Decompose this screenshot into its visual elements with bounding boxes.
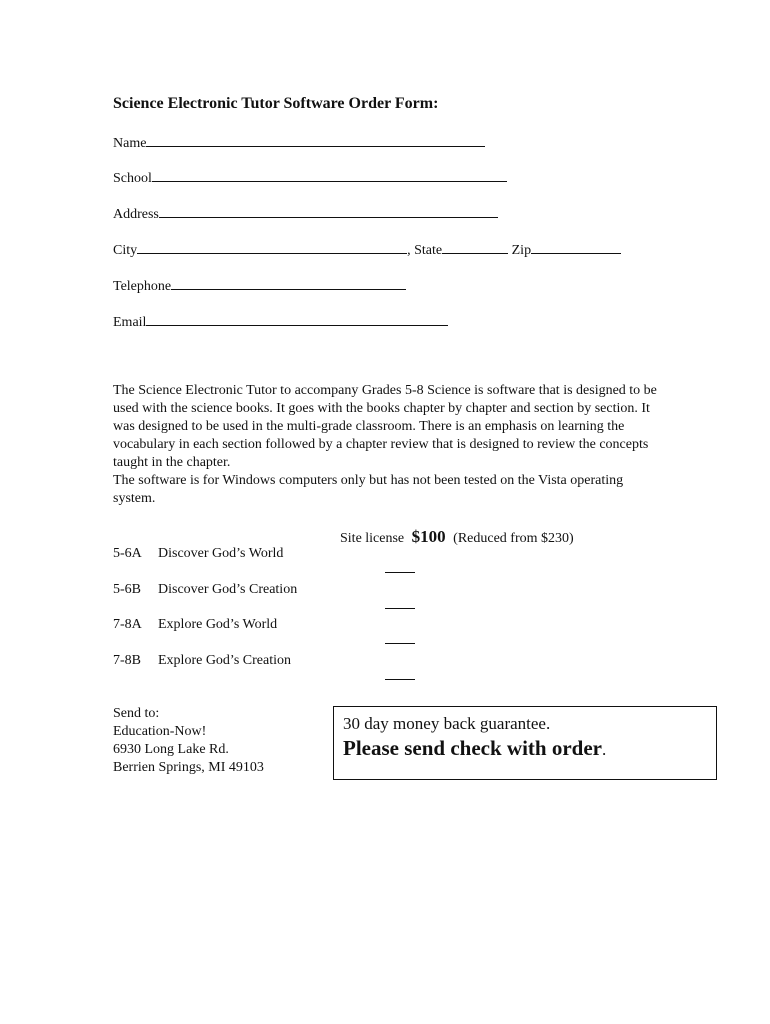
city-state-zip: Berrien Springs, MI 49103 (113, 760, 264, 775)
guarantee-text: 30 day money back guarantee. (343, 714, 551, 733)
telephone-label: Telephone (113, 279, 172, 294)
description-paragraph-2: The software is for Windows computers only but has not been tested on the Vista operating system. (113, 473, 624, 506)
product-row (113, 582, 297, 598)
school-input-line[interactable] (152, 168, 507, 182)
name-field[interactable] (113, 133, 485, 153)
check-instruction-period: . (601, 740, 607, 759)
product-code: 5-6A (113, 546, 142, 561)
address-field[interactable] (113, 204, 498, 224)
product-name: Discover God’s World (158, 546, 284, 561)
quantity-blank[interactable] (385, 571, 415, 573)
description-paragraph-1: The Science Electronic Tutor to accompany Grades 5-8 Science is software that is designed to be used with the science books. It goes with the books chapter by chapter and section by section. It was designed to be used in the multi-grade classroom. There is an emphasis on learning the vocabulary in each section followed by a chapter review that is designed to review the concepts taught in the chapter. (113, 383, 657, 470)
company-name: Education-Now! (113, 724, 207, 739)
send-to-address (113, 705, 264, 777)
state-input-line[interactable] (442, 240, 508, 254)
check-instruction-text: Please send check with order (343, 736, 602, 760)
send-to-label: Send to: (113, 706, 160, 721)
product-name: Explore God’s Creation (158, 653, 291, 668)
email-label: Email (113, 315, 147, 330)
city-label: City (113, 243, 138, 258)
email-field[interactable] (113, 312, 448, 332)
product-name: Discover God’s Creation (158, 582, 298, 597)
state-label: , State (407, 243, 443, 258)
quantity-blank[interactable] (385, 607, 415, 609)
site-license-note: (Reduced from $230) (453, 531, 574, 546)
product-row (113, 617, 277, 633)
form-title: Science Electronic Tutor Software Order Form: (113, 95, 439, 112)
address-input-line[interactable] (159, 204, 498, 218)
city-state-zip-row[interactable] (113, 240, 621, 260)
school-label: School (113, 171, 152, 186)
city-input-line[interactable] (137, 240, 407, 254)
product-code: 5-6B (113, 582, 141, 597)
site-license-header (340, 527, 574, 547)
school-field[interactable] (113, 168, 507, 188)
guarantee-box (333, 706, 717, 780)
telephone-input-line[interactable] (171, 276, 406, 290)
check-instruction (343, 735, 716, 763)
quantity-blank[interactable] (385, 678, 415, 680)
name-label: Name (113, 136, 147, 151)
quantity-blank[interactable] (385, 642, 415, 644)
telephone-field[interactable] (113, 276, 406, 296)
product-code: 7-8B (113, 653, 141, 668)
address-label: Address (113, 207, 159, 222)
product-row (113, 546, 283, 562)
zip-label: Zip (511, 243, 532, 258)
product-name: Explore God’s World (158, 617, 278, 632)
site-license-label: Site license (340, 531, 405, 546)
site-license-price: $100 (411, 527, 446, 546)
zip-input-line[interactable] (531, 240, 621, 254)
description (113, 382, 663, 508)
product-code: 7-8A (113, 617, 142, 632)
email-input-line[interactable] (146, 312, 448, 326)
product-row (113, 653, 291, 669)
name-input-line[interactable] (146, 133, 485, 147)
street-address: 6930 Long Lake Rd. (113, 742, 229, 757)
